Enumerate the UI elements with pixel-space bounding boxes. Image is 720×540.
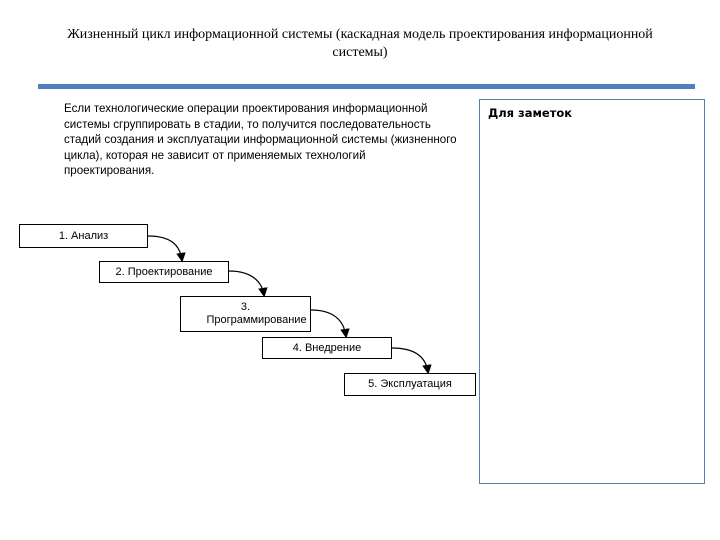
notes-label: Для заметок (488, 106, 573, 120)
stage-design: 2. Проектирование (99, 261, 229, 283)
stage-analysis: 1. Анализ (19, 224, 148, 248)
arrow-analysis-to-design (148, 236, 182, 260)
arrow-programming-to-deployment (311, 310, 346, 336)
stage-programming (180, 296, 311, 332)
arrow-design-to-programming (229, 271, 264, 295)
stage-deployment: 4. Внедрение (262, 337, 392, 359)
stage-operation: 5. Эксплуатация (344, 373, 476, 396)
intro-paragraph: Если технологические операции проектирования информационной системы сгруппировать в стадии, то получится последовательность стадий создания и эксплуатации информационной системы (жизненного цикла), которая не зависит от применяемых технологий проектирования. (64, 102, 457, 178)
slide-title: Жизненный цикл информационной системы (каскадная модель проектирования информационной системы) (67, 27, 653, 60)
stage-programming-label: 3. Программирование (206, 301, 307, 326)
arrow-deployment-to-operation (392, 348, 428, 372)
